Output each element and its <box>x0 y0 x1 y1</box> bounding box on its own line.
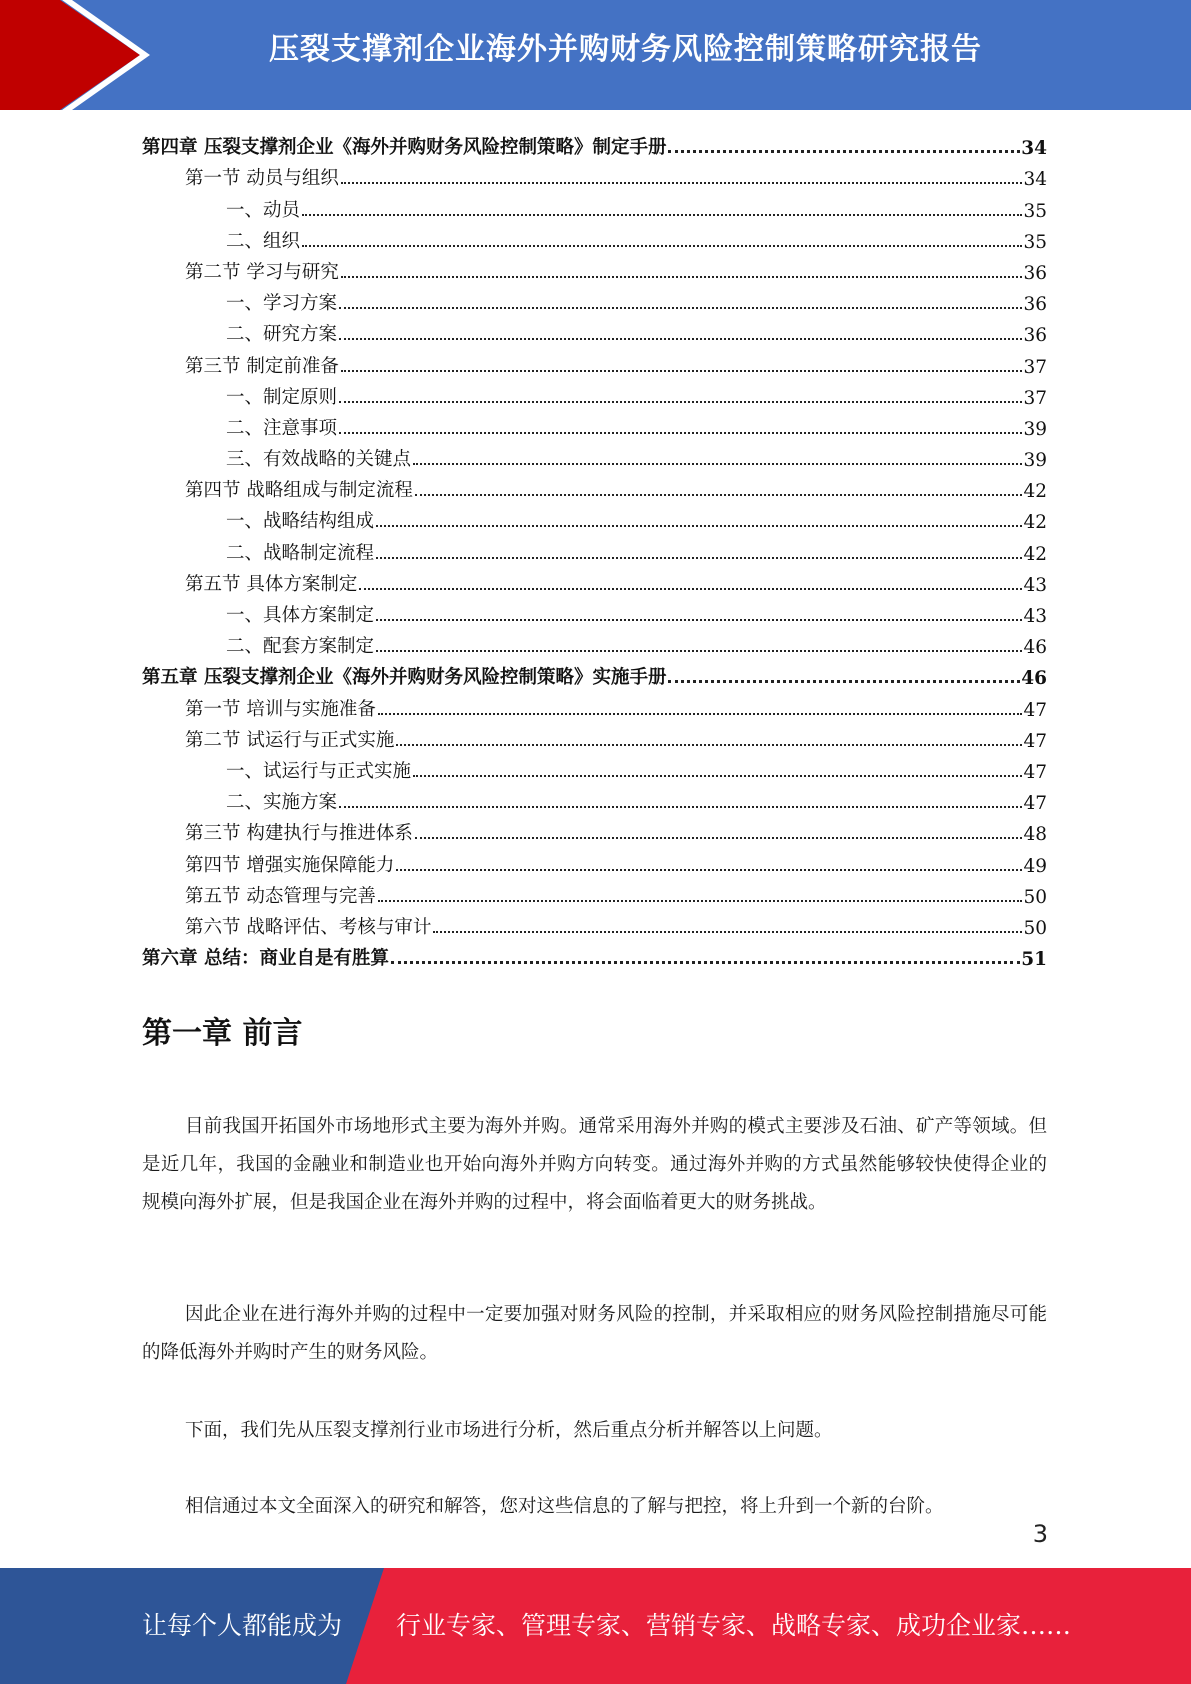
toc-subsection-entry[interactable] <box>142 502 1047 533</box>
toc-entry-label: 第四节 战略组成与制定流程 <box>185 480 413 502</box>
toc-entry-label: 第四章 压裂支撑剂企业《海外并购财务风险控制策略》制定手册 <box>142 137 667 159</box>
toc-dot-leader <box>359 587 1022 590</box>
toc-dot-leader <box>376 618 1022 621</box>
toc-subsection-entry[interactable] <box>142 440 1047 471</box>
page-header <box>0 0 1191 110</box>
toc-entry-page: 39 <box>1023 418 1047 440</box>
toc-subsection-entry[interactable] <box>142 409 1047 440</box>
toc-dot-leader <box>433 930 1022 933</box>
chapter-title: 第一章 前言 <box>142 1016 303 1051</box>
toc-dot-leader <box>339 306 1022 309</box>
toc-dot-leader <box>396 868 1022 871</box>
toc-entry-page: 46 <box>1023 637 1047 659</box>
toc-entry-page: 47 <box>1023 761 1047 783</box>
toc-entry-label: 第五节 动态管理与完善 <box>185 885 376 907</box>
toc-entry-label: 第六节 战略评估、考核与审计 <box>185 916 432 938</box>
toc-entry-page: 35 <box>1023 200 1047 222</box>
toc-entry-label: 一、学习方案 <box>226 293 338 315</box>
toc-section-entry[interactable] <box>142 908 1047 939</box>
table-of-contents <box>142 128 1047 970</box>
toc-section-entry[interactable] <box>142 845 1047 876</box>
toc-section-entry[interactable] <box>142 877 1047 908</box>
toc-entry-page: 37 <box>1023 356 1047 378</box>
toc-chapter-entry[interactable] <box>142 658 1047 689</box>
toc-dot-leader <box>378 899 1023 902</box>
toc-dot-leader <box>378 712 1023 715</box>
toc-entry-label: 一、动员 <box>226 199 301 221</box>
toc-entry-page: 36 <box>1023 262 1047 284</box>
body-paragraph: 因此企业在进行海外并购的过程中一定要加强对财务风险的控制，并采取相应的财务风险控制措施尽可能的降低海外并购时产生的财务风险。 <box>142 1304 1047 1363</box>
toc-subsection-entry[interactable] <box>142 190 1047 221</box>
page-number: 3 <box>1032 1520 1048 1548</box>
toc-dot-leader <box>302 213 1022 216</box>
toc-chapter-entry[interactable] <box>142 128 1047 159</box>
toc-dot-leader <box>341 275 1023 278</box>
toc-entry-label: 一、试运行与正式实施 <box>226 760 412 782</box>
toc-entry-page: 49 <box>1023 855 1047 877</box>
toc-dot-leader <box>413 774 1022 777</box>
toc-entry-label: 第六章 总结：商业自是有胜算 <box>142 948 389 970</box>
body-paragraph: 下面，我们先从压裂支撑剂行业市场进行分析，然后重点分析并解答以上问题。 <box>185 1420 833 1441</box>
toc-chapter-entry[interactable] <box>142 939 1047 970</box>
footer-slogan-left: 让每个人都能成为 <box>142 1611 343 1640</box>
toc-subsection-entry[interactable] <box>142 315 1047 346</box>
toc-subsection-entry[interactable] <box>142 596 1047 627</box>
toc-subsection-entry[interactable] <box>142 533 1047 564</box>
toc-subsection-entry[interactable] <box>142 783 1047 814</box>
toc-dot-leader <box>376 556 1022 559</box>
toc-dot-leader <box>341 369 1023 372</box>
toc-section-entry[interactable] <box>142 346 1047 377</box>
toc-dot-leader <box>339 805 1022 808</box>
toc-dot-leader <box>396 743 1022 746</box>
toc-entry-label: 二、注意事项 <box>226 417 338 439</box>
toc-subsection-entry[interactable] <box>142 627 1047 658</box>
report-title: 压裂支撑剂企业海外并购财务风险控制策略研究报告 <box>269 32 982 67</box>
toc-entry-page: 46 <box>1021 668 1047 690</box>
toc-dot-leader <box>302 244 1022 247</box>
toc-entry-page: 36 <box>1023 325 1047 347</box>
page-footer <box>0 1568 1191 1684</box>
toc-entry-page: 34 <box>1023 169 1047 191</box>
toc-section-entry[interactable] <box>142 565 1047 596</box>
toc-entry-page: 47 <box>1023 730 1047 752</box>
toc-dot-leader <box>668 149 1020 153</box>
toc-entry-page: 43 <box>1023 574 1047 596</box>
toc-dot-leader <box>339 431 1022 434</box>
toc-entry-label: 二、配套方案制定 <box>226 636 375 658</box>
toc-entry-page: 50 <box>1023 886 1047 908</box>
toc-subsection-entry[interactable] <box>142 752 1047 783</box>
toc-entry-page: 42 <box>1023 512 1047 534</box>
toc-dot-leader <box>391 960 1020 964</box>
toc-entry-label: 二、组织 <box>226 230 301 252</box>
toc-entry-label: 二、实施方案 <box>226 792 338 814</box>
toc-entry-page: 36 <box>1023 294 1047 316</box>
toc-entry-page: 47 <box>1023 699 1047 721</box>
toc-entry-label: 一、制定原则 <box>226 386 338 408</box>
toc-entry-label: 第三节 制定前准备 <box>185 355 339 377</box>
toc-dot-leader <box>339 400 1022 403</box>
toc-entry-page: 39 <box>1023 450 1047 472</box>
toc-entry-page: 42 <box>1023 543 1047 565</box>
toc-entry-label: 第二节 试运行与正式实施 <box>185 729 395 751</box>
toc-dot-leader <box>413 462 1022 465</box>
toc-subsection-entry[interactable] <box>142 284 1047 315</box>
toc-entry-label: 第四节 增强实施保障能力 <box>185 854 395 876</box>
toc-entry-label: 第一节 培训与实施准备 <box>185 698 376 720</box>
toc-entry-page: 35 <box>1023 231 1047 253</box>
toc-entry-page: 34 <box>1021 138 1047 160</box>
toc-dot-leader <box>415 493 1023 496</box>
toc-dot-leader <box>376 524 1022 527</box>
toc-entry-label: 一、战略结构组成 <box>226 511 375 533</box>
footer-slogan-right: 行业专家、管理专家、营销专家、战略专家、成功企业家…… <box>396 1611 1072 1640</box>
toc-entry-page: 37 <box>1023 387 1047 409</box>
toc-entry-label: 第一节 动员与组织 <box>185 168 339 190</box>
toc-entry-page: 42 <box>1023 481 1047 503</box>
toc-entry-page: 51 <box>1021 949 1047 971</box>
toc-section-entry[interactable] <box>142 721 1047 752</box>
toc-section-entry[interactable] <box>142 471 1047 502</box>
toc-entry-label: 第五节 具体方案制定 <box>185 573 358 595</box>
toc-entry-label: 第五章 压裂支撑剂企业《海外并购财务风险控制策略》实施手册 <box>142 667 667 689</box>
toc-subsection-entry[interactable] <box>142 378 1047 409</box>
body-paragraph: 相信通过本文全面深入的研究和解答，您对这些信息的了解与把控，将上升到一个新的台阶。 <box>185 1496 944 1517</box>
toc-entry-page: 50 <box>1023 917 1047 939</box>
toc-entry-page: 43 <box>1023 606 1047 627</box>
toc-entry-label: 二、研究方案 <box>226 324 338 346</box>
toc-subsection-entry[interactable] <box>142 222 1047 253</box>
toc-dot-leader <box>339 337 1022 340</box>
toc-dot-leader <box>341 181 1023 184</box>
toc-section-entry[interactable] <box>142 689 1047 720</box>
toc-entry-label: 第三节 构建执行与推进体系 <box>185 823 413 845</box>
toc-entry-label: 第二节 学习与研究 <box>185 261 339 283</box>
toc-dot-leader <box>415 836 1023 839</box>
toc-entry-label: 一、具体方案制定 <box>226 605 375 626</box>
toc-section-entry[interactable] <box>142 159 1047 190</box>
toc-entry-label: 三、有效战略的关键点 <box>226 449 412 471</box>
toc-section-entry[interactable] <box>142 253 1047 284</box>
toc-entry-label: 二、战略制定流程 <box>226 542 375 564</box>
toc-entry-page: 47 <box>1023 793 1047 815</box>
toc-entry-page: 48 <box>1023 824 1047 846</box>
toc-section-entry[interactable] <box>142 814 1047 845</box>
toc-dot-leader <box>668 679 1020 683</box>
toc-dot-leader <box>376 649 1022 652</box>
body-paragraph: 目前我国开拓国外市场地形式主要为海外并购。通常采用海外并购的模式主要涉及石油、矿产等领域。但是近几年，我国的金融业和制造业也开始向海外并购方向转变。通过海外并购的方式虽然能够较快使得企业的规模向海外扩展，但是我国企业在海外并购的过程中，将会面临着更大的财务挑战。 <box>142 1116 1047 1213</box>
